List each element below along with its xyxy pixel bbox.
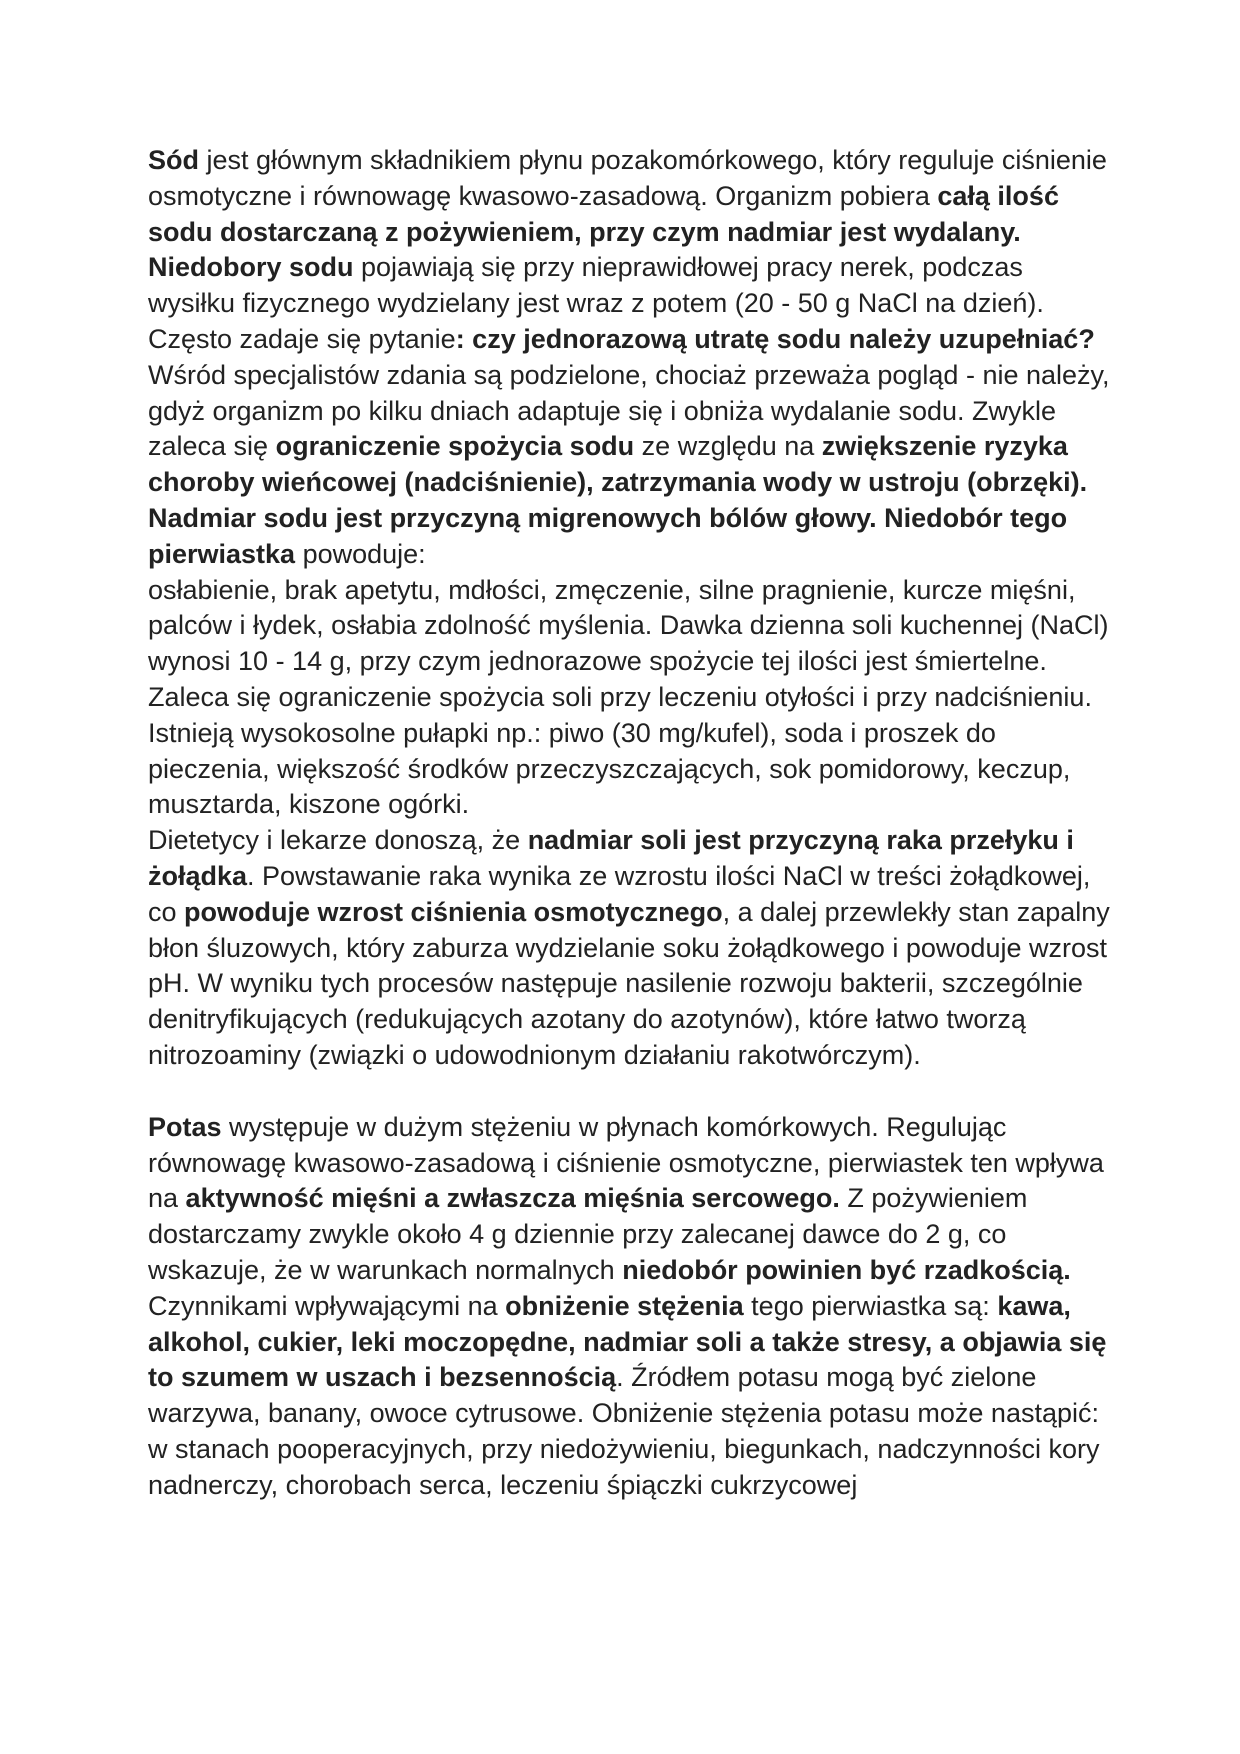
paragraph-gap: [148, 1074, 1110, 1110]
bold-text: : czy jednorazową utratę sodu należy uzupełniać?: [455, 323, 1095, 354]
bold-text: Potas: [148, 1111, 222, 1142]
paragraph-potas-czynniki: [148, 1289, 1110, 1504]
body-text: Czynnikami wpływającymi na: [148, 1290, 506, 1321]
bold-text: Sód: [148, 145, 199, 175]
paragraph-sod-objawy: [148, 573, 1110, 824]
paragraph-sod-rak: [148, 823, 1110, 1074]
body-text: powoduje:: [295, 538, 426, 569]
body-text: jest głównym składnikiem płynu pozakomórkowego, który reguluje ciśnienie osmotyczne i równowagę kwasowo-zasadową. Organizm pobiera: [148, 145, 1107, 211]
body-text: Z pożywieniem dostarczamy zwykle około 4 g dziennie przy zalecanej dawce do 2 g, co wskazuje, że w warunkach normalnych: [148, 1183, 1028, 1285]
paragraph-sod-intro: [148, 143, 1110, 573]
body-text: . Powstawanie raka wynika ze wzrostu ilości NaCl w treści żołądkowej, co: [148, 860, 1091, 927]
paragraph-potas-intro: [148, 1110, 1110, 1289]
bold-text: kawa, alkohol, cukier, leki moczopędne, nadmiar soli a także stresy, a objawia się to szumem w uszach i bezsennością: [148, 1290, 1107, 1393]
body-text: pojawiają się przy nieprawidłowej pracy nerek, podczas wysiłku fizycznego wydzielany jest wraz z potem (20 - 50 g NaCl na dzień). Często zadaje się pytanie: [148, 252, 1044, 354]
body-text: Dietetycy i lekarze donoszą, że: [148, 825, 528, 856]
bold-text: niedobór powinien być rzadkością.: [622, 1254, 1071, 1285]
bold-text: obniżenie stężenia: [505, 1290, 744, 1321]
body-text: Wśród specjalistów zdania są podzielone, chociaż przeważa pogląd - nie należy, gdyż organizm po kilku dniach adaptuje się i obniża wydalanie sodu. Zwykle zaleca się: [148, 359, 1110, 462]
bold-text: całą ilość sodu dostarczaną z pożywieniem, przy czym nadmiar jest wydalany. Niedobory sodu: [148, 180, 1059, 283]
bold-text: ograniczenie spożycia sodu: [275, 431, 635, 462]
body-text: występuje w dużym stężeniu w płynach komórkowych. Regulując równowagę kwasowo-zasadową i ciśnienie osmotyczne, pierwiastek ten wpływa na: [148, 1111, 1104, 1214]
body-text: tego pierwiastka są:: [743, 1290, 998, 1321]
body-text: ze względu na: [634, 431, 822, 462]
document-page: [148, 143, 1110, 1503]
body-text: , a dalej przewlekły stan zapalny błon śluzowych, który zaburza wydzielanie soku żołądkowego i powoduje wzrost pH. W wyniku tych procesów następuje nasilenie rozwoju bakterii, szczególnie denitryfikujących (redukujących azotany do azotynów), które łatwo tworzą nitrozoaminy (związki o udowodnionym działaniu rakotwórczym).: [148, 896, 1110, 1070]
bold-text: powoduje wzrost ciśnienia osmotycznego: [184, 896, 723, 927]
bold-text: aktywność mięśni a zwłaszcza mięśnia sercowego.: [185, 1183, 840, 1214]
body-text: . Źródłem potasu mogą być zielone warzywa, banany, owoce cytrusowe. Obniżenie stężenia potasu może nastąpić: w stanach pooperacyjnych, przy niedożywieniu, biegunkach, nadczynności kory nadnerczy, chorobach serca, leczeniu śpiączki cukrzycowej: [148, 1362, 1100, 1500]
bold-text: nadmiar soli jest przyczyną raka przełyku i żołądka: [148, 825, 1074, 891]
bold-text: zwiększenie ryzyka choroby wieńcowej (nadciśnienie), zatrzymania wody w ustroju (obrzęki). Nadmiar sodu jest przyczyną migrenowych bólów głowy. Niedobór tego pierwiastka: [148, 431, 1088, 569]
body-text: osłabienie, brak apetytu, mdłości, zmęczenie, silne pragnienie, kurcze mięśni, palców i łydek, osłabia zdolność myślenia. Dawka dzienna soli kuchennej (NaCl) wynosi 10 - 14 g, przy czym jednorazowe spożycie tej ilości jest śmiertelne. Zaleca się ograniczenie spożycia soli przy leczeniu otyłości i przy nadciśnieniu. Istnieją wysokosolne pułapki np.: piwo (30 mg/kufel), soda i proszek do pieczenia, większość środków przeczyszczających, sok pomidorowy, keczup, musztarda, kiszone ogórki.: [148, 574, 1109, 820]
